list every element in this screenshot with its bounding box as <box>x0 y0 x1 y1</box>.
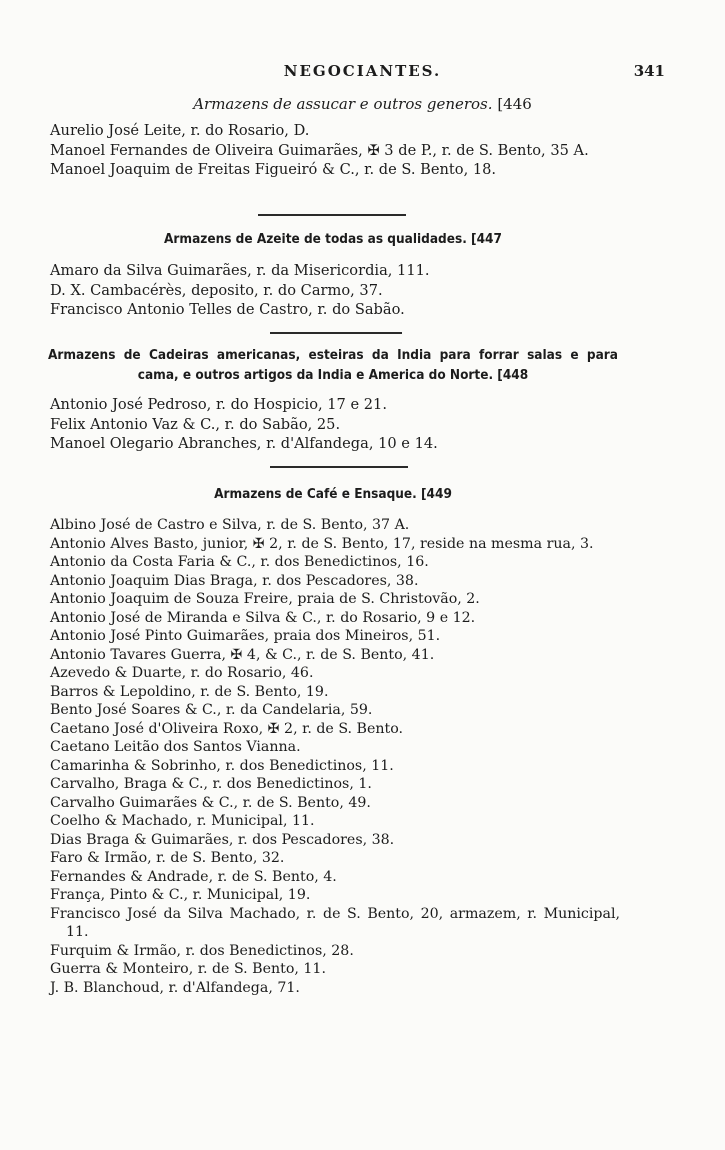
list-item: Manoel Joaquim de Freitas Figueiró & C., r. de S. Bento, 18. <box>50 161 497 178</box>
list-item: Bento José Soares & C., r. da Candelaria, 59. <box>50 702 373 718</box>
list-item: D. X. Cambacérès, deposito, r. do Carmo, 37. <box>50 281 383 299</box>
section-divider <box>270 332 402 334</box>
section-cadeiras-entries <box>50 395 620 454</box>
list-item: Azevedo & Duarte, r. do Rosario, 46. <box>50 665 314 681</box>
list-item: Manoel Olegario Abranches, r. d'Alfandega, 10 e 14. <box>50 435 438 452</box>
list-item: Francisco José da Silva Machado, r. de S. Bento, 20, armazem, r. Municipal, 11. <box>50 905 620 940</box>
section-cafe-entries <box>50 516 620 997</box>
list-item: Antonio Alves Basto, junior, ✠ 2, r. de S. Bento, 17, reside na mesma rua, 3. <box>50 535 594 552</box>
list-item: Antonio José Pedroso, r. do Hospicio, 17 e 21. <box>50 396 387 413</box>
section-heading-cafe: Armazens de Café e Ensaque. [449 <box>214 486 452 502</box>
list-item: Manoel Fernandes de Oliveira Guimarães, ✠ 3 de P., r. de S. Bento, 35 A. <box>50 141 589 159</box>
list-item: Camarinha & Sobrinho, r. dos Benedictinos, 11. <box>50 757 394 774</box>
running-head: NEGOCIANTES. <box>283 62 442 80</box>
list-item: Dias Braga & Guimarães, r. dos Pescadores, 38. <box>50 831 395 848</box>
list-item: Faro & Irmão, r. de S. Bento, 32. <box>50 850 285 866</box>
list-item: Antonio José de Miranda e Silva & C., r. do Rosario, 9 e 12. <box>50 609 476 626</box>
list-item: Barros & Lepoldino, r. de S. Bento, 19. <box>50 683 329 700</box>
section-heading-cadeiras: Armazens de Cadeiras americanas, esteiras da India para forrar salas e para cama, e outros artigos da India e America do Norte. [448 <box>48 347 618 383</box>
list-item: Francisco Antonio Telles de Castro, r. do Sabão. <box>50 301 405 318</box>
section-divider <box>258 214 406 216</box>
list-item: Antonio José Pinto Guimarães, praia dos Mineiros, 51. <box>50 628 441 644</box>
list-item: Coelho & Machado, r. Municipal, 11. <box>50 813 315 829</box>
page-number: 341 <box>633 62 665 80</box>
subheading-text: Armazens de assucar e outros generos. <box>193 95 493 113</box>
list-item: Guerra & Monteiro, r. de S. Bento, 11. <box>50 961 326 977</box>
list-item: J. B. Blanchoud, r. d'Alfandega, 71. <box>50 979 300 996</box>
list-item: Furquim & Irmão, r. dos Benedictinos, 28. <box>50 942 354 959</box>
list-item: Antonio Joaquim de Souza Freire, praia de S. Christovão, 2. <box>50 591 480 607</box>
subheading <box>0 95 725 113</box>
list-item: França, Pinto & C., r. Municipal, 19. <box>50 887 311 903</box>
list-item: Antonio da Costa Faria & C., r. dos Benedictinos, 16. <box>50 554 429 570</box>
list-item: Amaro da Silva Guimarães, r. da Misericordia, 111. <box>50 262 430 279</box>
list-item: Fernandes & Andrade, r. de S. Bento, 4. <box>50 868 337 885</box>
section-sugar-entries <box>50 121 620 180</box>
list-item: Felix Antonio Vaz & C., r. do Sabão, 25. <box>50 415 341 433</box>
list-item: Carvalho Guimarães & C., r. de S. Bento, 49. <box>50 794 371 811</box>
list-item: Caetano Leitão dos Santos Vianna. <box>50 739 301 755</box>
list-item: Carvalho, Braga & C., r. dos Benedictinos, 1. <box>50 776 372 792</box>
list-item: Caetano José d'Oliveira Roxo, ✠ 2, r. de S. Bento. <box>50 720 404 737</box>
section-divider <box>270 466 408 468</box>
section-azeite-entries <box>50 261 620 320</box>
list-item: Aurelio José Leite, r. do Rosario, D. <box>50 122 310 139</box>
list-item: Antonio Joaquim Dias Braga, r. dos Pescadores, 38. <box>50 572 419 589</box>
list-item: Antonio Tavares Guerra, ✠ 4, & C., r. de S. Bento, 41. <box>50 646 435 663</box>
subheading-number: [446 <box>497 95 532 113</box>
section-heading-azeite: Armazens de Azeite de todas as qualidades. [447 <box>164 231 502 247</box>
list-item: Albino José de Castro e Silva, r. de S. Bento, 37 A. <box>50 517 410 533</box>
